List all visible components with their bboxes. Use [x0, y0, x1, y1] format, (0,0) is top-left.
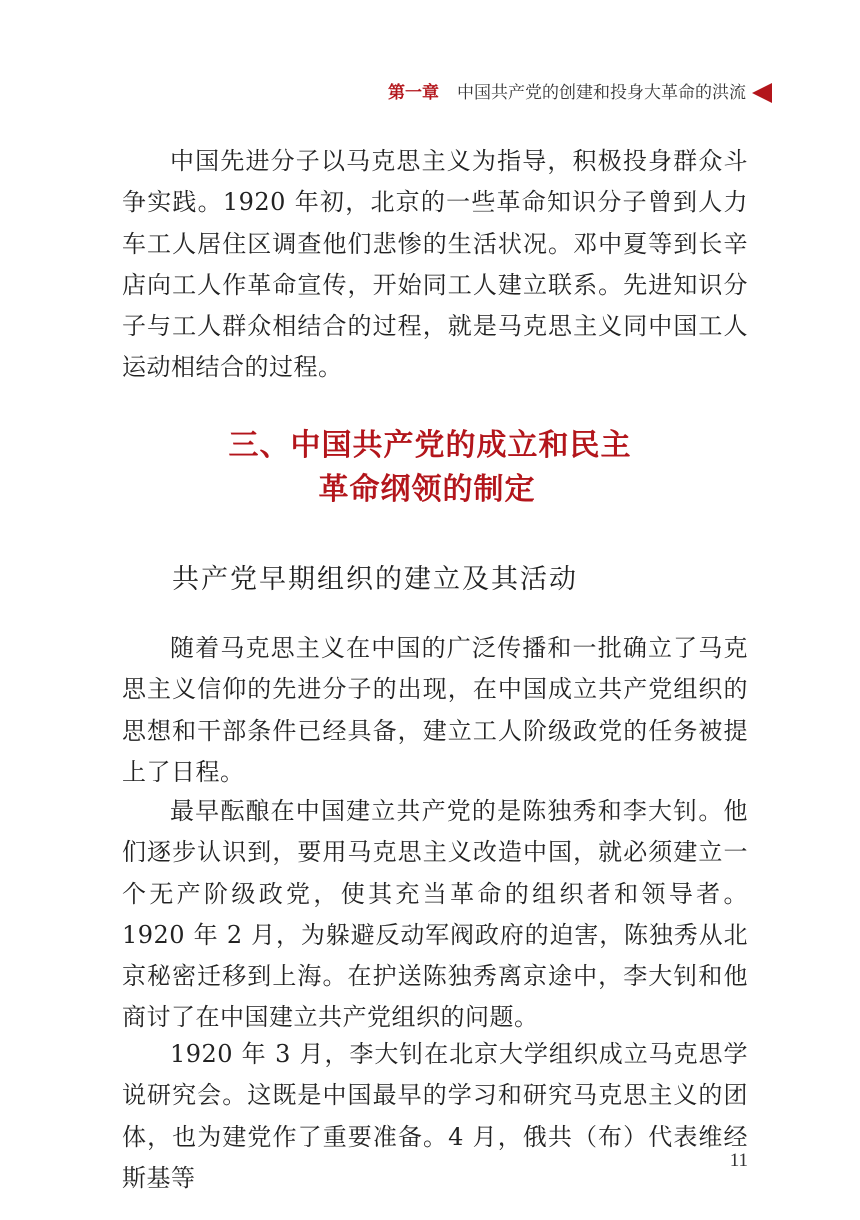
body-paragraph: 最早酝酿在中国建立共产党的是陈独秀和李大钊。他们逐步认识到，要用马克思主义改造中国，就必须建立一个无产阶级政党，使其充当革命的组织者和领导者。1920 年 2 月，为躲避反动军阀政府的迫害，陈独秀从北京秘密迁移到上海。在护送陈独秀离京途中，李大钊和他商讨了在中国建立共产党组织的问题。 — [122, 797, 748, 1032]
body-paragraph: 中国先进分子以马克思主义为指导，积极投身群众斗争实践。1920 年初，北京的一些革命知识分子曾到人力车工人居住区调查他们悲惨的生活状况。邓中夏等到长辛店向工人作革命宣传，开始同工人建立联系。先进知识分子与工人群众相结合的过程，就是马克思主义同中国工人运动相结合的过程。 — [122, 147, 748, 382]
subsection-heading: 共产党早期组织的建立及其活动 — [172, 564, 578, 595]
page-number: 11 — [729, 1150, 748, 1171]
body-paragraph: 1920 年 3 月，李大钊在北京大学组织成立马克思学说研究会。这既是中国最早的学习和研究马克思主义的团体，也为建党作了重要准备。4 月，俄共（布）代表维经斯基等 — [122, 1040, 748, 1192]
section-heading-line-2: 革命纲领的制定 — [318, 472, 536, 507]
body-paragraph: 随着马克思主义在中国的广泛传播和一批确立了马克思主义信仰的先进分子的出现，在中国成立共产党组织的思想和干部条件已经具备，建立工人阶级政党的任务被提上了日程。 — [122, 634, 748, 786]
section-heading — [0, 424, 860, 512]
left-triangle-marker-icon — [752, 83, 772, 103]
running-header — [388, 80, 772, 106]
chapter-title: 中国共产党的创建和投身大革命的洪流 — [457, 83, 746, 103]
section-heading-line-1: 三、中国共产党的成立和民主 — [228, 428, 632, 463]
chapter-label: 第一章 — [388, 83, 439, 103]
